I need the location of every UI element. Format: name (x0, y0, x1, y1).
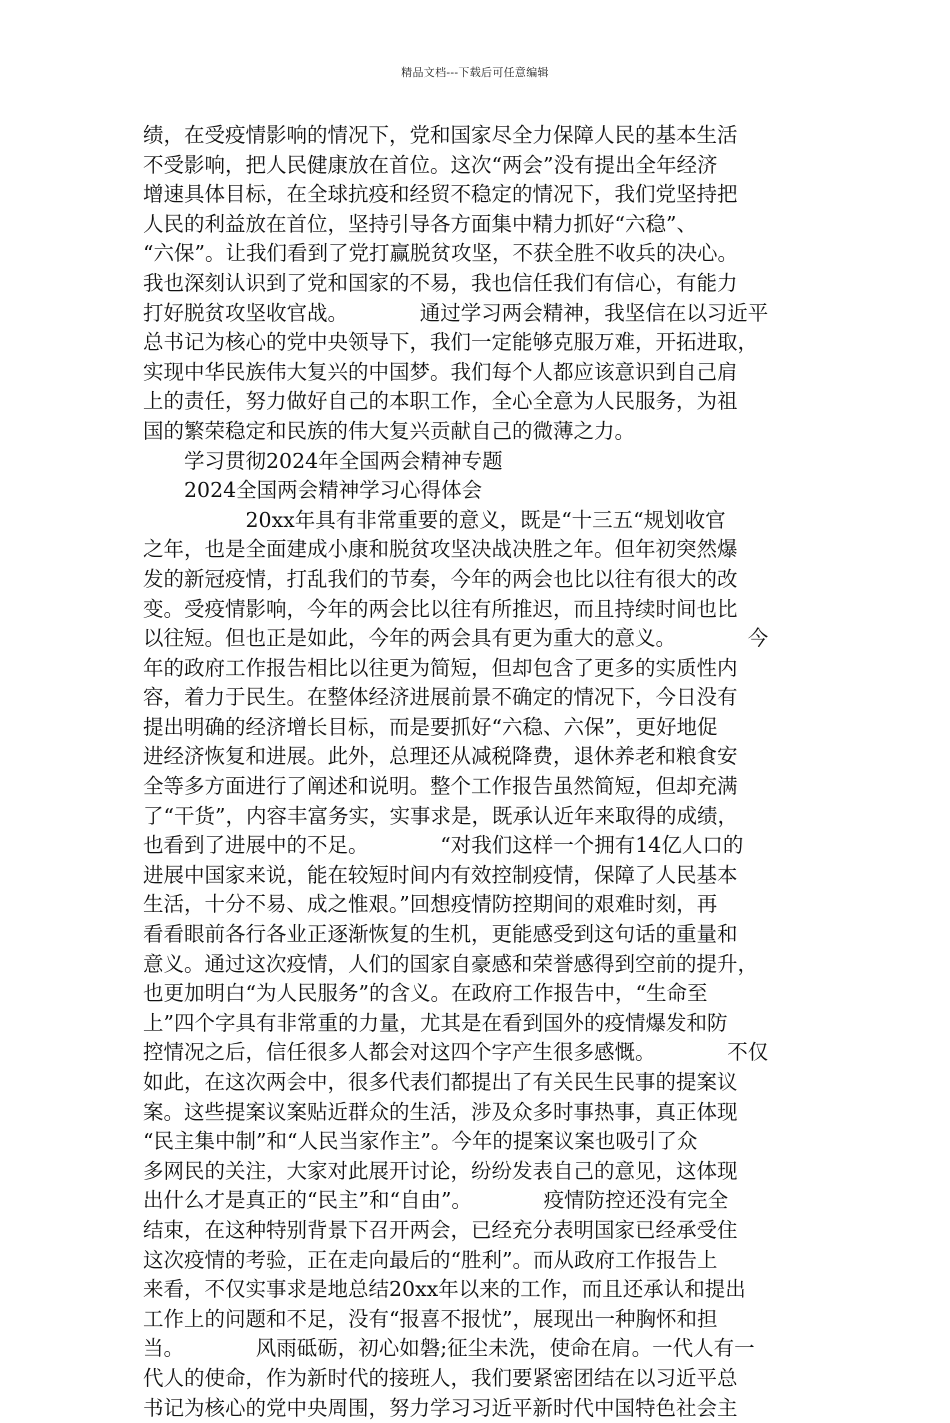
text-line: 学习贯彻2024年全国两会精神专题 (143, 448, 503, 473)
text-line: 来看，不仅实事求是地总结20xx年以来的工作，而且还承认和提出 (143, 1277, 746, 1302)
text-line: 也看到了进展中的不足。 “对我们这样一个拥有14亿人口的 (143, 833, 744, 858)
text-line: 结束，在这种特别背景下召开两会，已经充分表明国家已经承受住 (143, 1217, 738, 1242)
text-line: 提出明确的经济增长目标，而是要抓好“六稳、六保”，更好地促 (143, 714, 718, 739)
text-line: “民主集中制”和“人民当家作主”。今年的提案议案也吸引了众 (143, 1129, 698, 1154)
text-line: 进经济恢复和进展。此外，总理还从减税降费，退休养老和粮食安 (143, 744, 738, 769)
text-line: 生活，十分不易、成之惟艰。”回想疫情防控期间的艰难时刻，再 (143, 892, 718, 917)
text-line: 进展中国家来说，能在较短时间内有效控制疫情，保障了人民基本 (143, 862, 738, 887)
text-line: 多网民的关注，大家对此展开讨论，纷纷发表自己的意见，这体现 (143, 1158, 738, 1183)
text-line: 意义。通过这次疫情，人们的国家自豪感和荣誉感得到空前的提升， (143, 951, 758, 976)
text-line: 出什么才是真正的“民主”和“自由”。 疫情防控还没有完全 (143, 1188, 729, 1213)
text-line: 我也深刻认识到了党和国家的不易，我也信任我们有信心，有能力 (143, 270, 738, 295)
text-line: 也更加明白“为人民服务”的含义。在政府工作报告中，“生命至 (143, 981, 708, 1006)
text-line: 变。受疫情影响，今年的两会比以往有所推迟，而且持续时间也比 (143, 596, 738, 621)
text-line: 绩，在受疫情影响的情况下，党和国家尽全力保障人民的基本生活 (143, 123, 738, 147)
text-line: 当。 风雨砥砺，初心如磐;征尘未洗，使命在肩。一代人有一 (143, 1336, 755, 1361)
text-line: “六保”。让我们看到了党打赢脱贫攻坚，不获全胜不收兵的决心。 (143, 241, 738, 266)
text-line: 增速具体目标，在全球抗疫和经贸不稳定的情况下，我们党坚持把 (143, 182, 738, 207)
text-line: 上”四个字具有非常重的力量，尤其是在看到国外的疫情爆发和防 (143, 1010, 728, 1035)
text-line: 全等多方面进行了阐述和说明。整个工作报告虽然简短，但却充满 (143, 774, 738, 799)
text-line: 发的新冠疫情，打乱我们的节奏，今年的两会也比以往有很大的改 (143, 566, 738, 591)
text-line: 看看眼前各行各业正逐渐恢复的生机，更能感受到这句话的重量和 (143, 922, 738, 947)
text-line: 控情况之后，信任很多人都会对这四个字产生很多感慨。 不仅 (143, 1040, 769, 1065)
text-line: 了“干货”，内容丰富务实，实事求是，既承认近年来取得的成绩， (143, 803, 738, 828)
document-body (143, 121, 823, 1423)
text-line: 年的政府工作报告相比以往更为简短，但却包含了更多的实质性内 (143, 655, 738, 680)
text-line: 工作上的问题和不足，没有“报喜不报忧”，展现出一种胸怀和担 (143, 1306, 718, 1331)
text-line: 打好脱贫攻坚收官战。 通过学习两会精神，我坚信在以习近平 (143, 300, 769, 325)
text-line: 总书记为核心的党中央领导下，我们一定能够克服万难，开拓进取， (143, 330, 758, 355)
text-line: 人民的利益放在首位，坚持引导各方面集中精力抓好“六稳”、 (143, 211, 697, 236)
text-line: 上的责任，努力做好自己的本职工作，全心全意为人民服务，为祖 (143, 389, 738, 414)
text-line: 容，着力于民生。在整体经济进展前景不确定的情况下，今日没有 (143, 685, 738, 710)
text-line: 国的繁荣稳定和民族的伟大复兴贡献自己的微薄之力。 (143, 418, 635, 443)
text-line: 代人的使命，作为新时代的接班人，我们要紧密团结在以习近平总 (143, 1365, 738, 1390)
text-line: 以往短。但也正是如此，今年的两会具有更为重大的意义。 今 (143, 626, 769, 651)
text-line: 如此，在这次两会中，很多代表们都提出了有关民生民事的提案议 (143, 1070, 738, 1094)
text-line: 实现中华民族伟大复兴的中国梦。我们每个人都应该意识到自己肩 (143, 359, 738, 384)
text-line: 2024全国两会精神学习心得体会 (143, 478, 483, 503)
text-line: 不受影响，把人民健康放在首位。这次“两会”没有提出全年经济 (143, 152, 718, 177)
text-line: 这次疫情的考验，正在走向最后的“胜利”。而从政府工作报告上 (143, 1247, 718, 1272)
text-line: 案。这些提案议案贴近群众的生活，涉及众多时事热事，真正体现 (143, 1099, 738, 1124)
text-line: 书记为核心的党中央周围，努力学习习近平新时代中国特色社会主 (143, 1395, 738, 1420)
page-header: 精品文档---下载后可任意编辑 (401, 66, 549, 79)
text-line: 20xx年具有非常重要的意义，既是“十三五“规划收官 (143, 507, 726, 532)
text-line: 之年，也是全面建成小康和脱贫攻坚决战决胜之年。但年初突然爆 (143, 537, 738, 562)
